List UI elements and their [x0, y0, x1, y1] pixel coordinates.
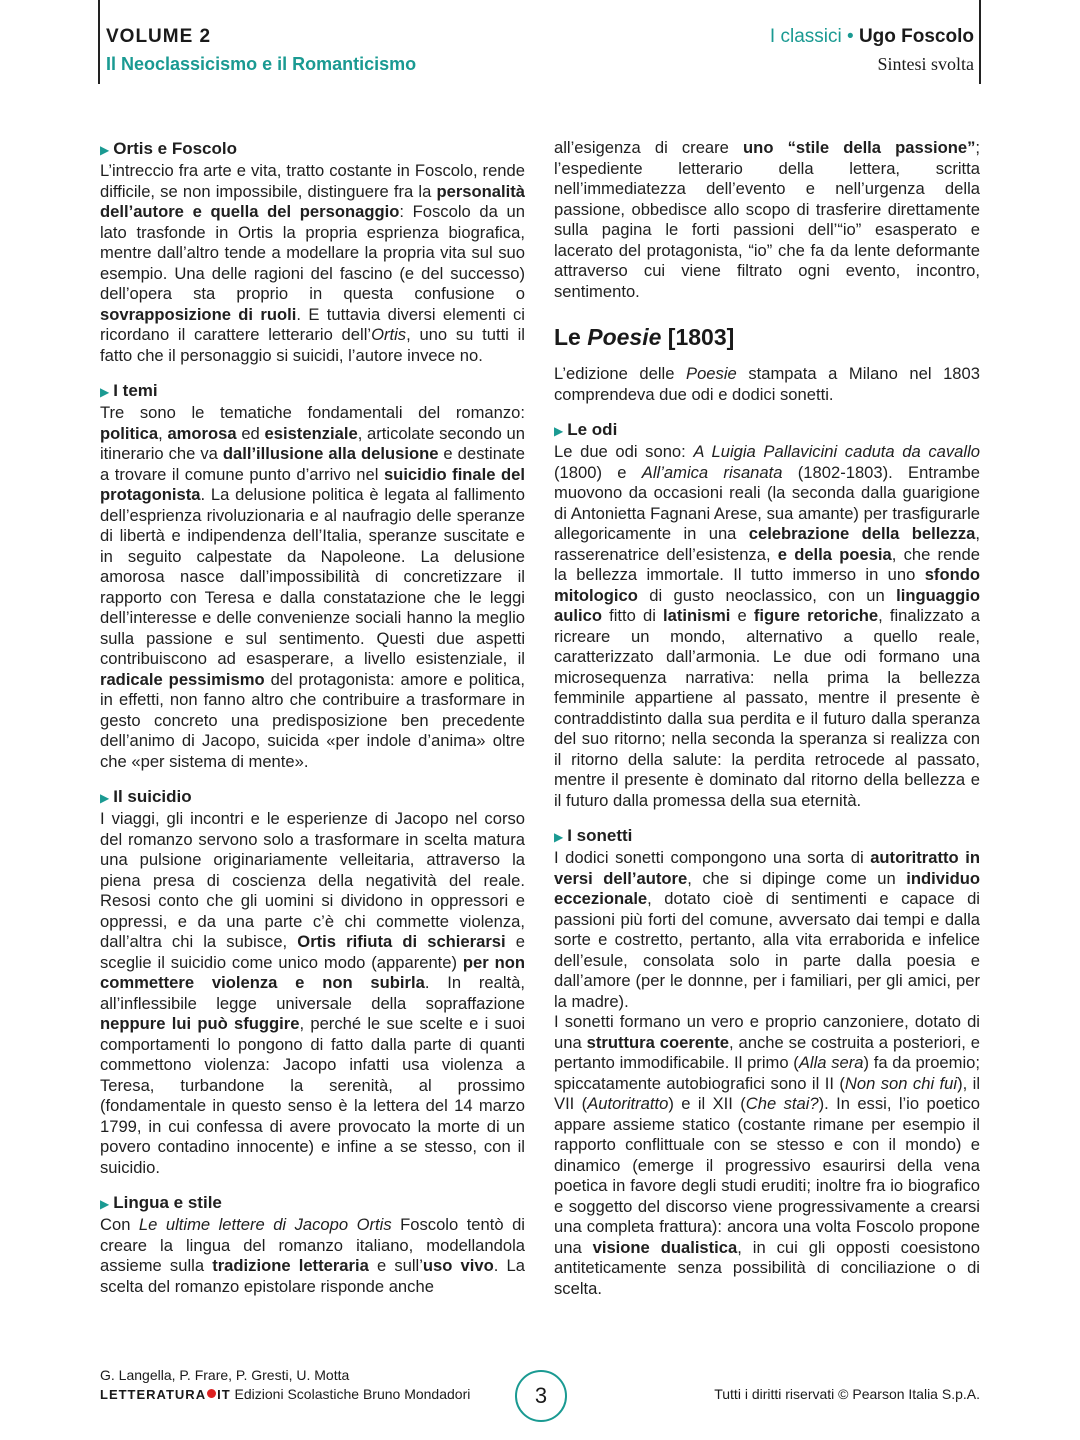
page-number: 3 — [515, 1370, 567, 1422]
section-heading-suicidio: ▶ Il suicidio — [100, 787, 192, 806]
triangle-right-icon: ▶ — [100, 1197, 110, 1211]
section-heading-ortis: ▶ Ortis e Foscolo — [100, 139, 237, 158]
triangle-right-icon: ▶ — [100, 385, 110, 399]
section-heading-odi: ▶ Le odi — [554, 420, 618, 439]
brand-logo: LETTERATURA IT — [100, 1387, 231, 1402]
paragraph-suicidio: I viaggi, gli incontri e le esperienze di Jacopo nel corso del romanzo servono solo a trasformare in scelta matura una pulsione originariamente velleitaria, attraverso la piena presa di coscienza della negatività del reale. Resosi conto che gli uomini si dividono in oppressori e oppressi, e da una parte c’è chi commette violenza, dall’altra chi la subisce, Ortis rifiuta di schierarsi e sceglie il suicidio come unico modo (apparente) per non commettere violenza e non subirla. In realtà, all’inflessibile legge universale della sopraffazione neppure lui può sfuggire, perché le sue scelte e i suoi comportamenti lo pongono di fatto dalla parte di quanti commettono violenza: Jacopo infatti usa violenza a Teresa, turbandone la serenità, al prossimo (fondamentale in questo senso è la lettera del 14 marzo 1799, in cui confessa di avere provocato la morte di un povero contadino innocente) e infine a se stesso, con il suicidio. — [100, 809, 526, 1177]
paragraph-temi: Tre sono le tematiche fondamentali del romanzo: politica, amorosa ed esistenziale, articolate secondo un itinerario che va dall’illusione alla delusione e destinate a trovare il comune punto d’arrivo nel suicidio finale del protagonista. La delusione politica è legata al fallimento dell’esprienza rivoluzionaria e al naufragio delle speranze di libertà e indipendenza dell’Italia, speranze suscitate e in seguito calpestate da Napoleone. La delusione amorosa nasce dall’impossibilità di concretizzare il rapporto con Teresa e dalla constatazione che le leggi dell’interesse e delle convenienze sociali hanno la meglio sulla passione e sul sentimento. Questi due aspetti contribuiscono ad esasperare, a livello esistenziale, il radicale pessimismo del protagonista: amore e politica, in effetti, non fanno altro che contribuire a trasformare in gesto concreto una predisposizione ben precedente dell’animo di Jacopo, suicida «per indole d’anima» oltre che «per sistema di mente». — [100, 403, 525, 771]
section-heading-sonetti: ▶ I sonetti — [554, 826, 633, 845]
volume-subtitle: Il Neoclassicismo e il Romanticismo — [106, 54, 417, 74]
paragraph-sonetti-1: I dodici sonetti compongono una sorta di autoritratto in versi dell’autore, che si dipinge come un individuo eccezionale, dotato cioè di sentimenti e capace di passioni più forti del comune, avversato dai tempi e dalla sorte e costretto, pertanto, alla vita erraborida e infelice dell’esule, consolata solo in parte dalla poesia e dall’amore (per le donnne, per i familiari, per gli amici, per la madre). — [554, 848, 981, 1011]
header-rule-right — [979, 0, 981, 84]
paragraph-sonetti-2: I sonetti formano un vero e proprio canzoniere, dotato di una struttura coerente, anche se costruita a posteriori, e pertanto immodificabile. Il primo (Alla sera) fa da proemio; spiccatamente autobiografici sono il II (Non son chi fui), il VII (Autoritratto) e il XII (Che stai?). In essi, l’io poetico appare assieme statico (costante rimane per esempio il rapporto conflittuale con se stesso e con il mondo) e dinamico (emerge il progressivo esaurirsi della vena poetica in favore degli studi eruditi; inoltre fra io biografico e soggetto del discorso viene progressivamente a crearsi una completa frattura): ancora una volta Foscolo propone una visione dualistica, in cui gli opposti coesistono antiteticamente senza possibilità di conciliazione o di scelta. — [554, 1012, 981, 1298]
right-column — [554, 138, 980, 1299]
footer-authors: G. Langella, P. Frare, P. Gresti, U. Motta — [100, 1367, 350, 1383]
paragraph-lingua: Con Le ultime lettere di Jacopo Ortis Foscolo tentò di creare la lingua del romanzo italiano, modellandola assieme sulla tradizione letteraria e sull’uso vivo. La scelta del romanzo epistolare risponde anche — [100, 1215, 525, 1296]
paragraph-ortis: L’intreccio fra arte e vita, tratto costante in Foscolo, rende difficile, se non impossibile, distinguere fra la personalità dell’autore e quella del personaggio: Foscolo da un lato trasfonde in Ortis la propria esprienza biografica, mentre dall’altro tende a modellare la propria vita sul suo esempio. Una delle ragioni del fascino (e del successo) dell’opera sta proprio in questa confusione o sovrapposizione di ruoli. E tuttavia diversi elementi ci ricordano il carattere letterario dell’Ortis, uno su tutti il fatto che il personaggio si suicidi, l’autore invece no. — [100, 161, 525, 365]
triangle-right-icon: ▶ — [554, 424, 564, 438]
header-left — [106, 25, 416, 76]
series-line — [770, 25, 974, 49]
section-title-poesie: Le Poesie [1803] — [554, 324, 735, 350]
triangle-right-icon: ▶ — [554, 830, 564, 844]
footer-rights: Tutti i diritti riservati © Pearson Italia S.p.A. — [714, 1386, 980, 1402]
summary-label: Sintesi svolta — [877, 54, 974, 74]
footer-left — [100, 1366, 470, 1404]
header-right — [770, 25, 974, 76]
section-heading-lingua: ▶ Lingua e stile — [100, 1193, 222, 1212]
footer-publisher: Edizioni Scolastiche Bruno Mondadori — [234, 1386, 471, 1402]
section-heading-temi: ▶ I temi — [100, 381, 158, 400]
triangle-right-icon: ▶ — [100, 143, 110, 157]
volume-label: VOLUME 2 — [106, 26, 212, 47]
paragraph-stile-continued: all’esigenza di creare uno “stile della passione”; l’espediente letterario della lettera, scritta nell’immediatezza dell’evento e nell’urgenza della passione, obbedisce allo scopo di trasferire direttamente sulla pagina le forti passioni dell’“io” esasperato e lacerato del protagonista, “io” che fa da lente deformante attraverso cui viene filtrato ogni evento, incontro, sentimento. — [554, 138, 980, 301]
author-label: Ugo Foscolo — [858, 26, 974, 47]
triangle-right-icon: ▶ — [100, 791, 110, 805]
brand-dot-icon — [207, 1389, 216, 1398]
paragraph-odi: Le due odi sono: A Luigia Pallavicini caduta da cavallo (1800) e All’amica risanata (1802-1803). Entrambe muovono da occasioni reali (la seconda dalla guarigione di Antonietta Fagnani Arese, sua amante) per trasfigurarle allegoricamente in una celebrazione della bellezza, rasserenatrice dell’esistenza, e della poesia, che rende la bellezza immortale. Il tutto immerso in uno sfondo mitologico di gusto neoclassico, con un linguaggio aulico fitto di latinismi e figure retoriche, finalizzato a ricreare un mondo, alternativo a quello reale, caratterizzato dall’armonia. Le due odi formano una microsequenza narrativa: nella prima la bellezza femminile appartiene al passato, mentre il presente è contraddistinto dalla sua perdita e il futuro dalla speranza del suo ritorno; nella seconda la speranza si realizza con il ritorno della salute: la perdita retrocede al passato, mentre il presente è dominato dal ritorno della bellezza e il futuro dalla promessa della sua eternità. — [554, 442, 981, 810]
header-rule-left — [98, 0, 100, 84]
left-column — [100, 138, 525, 1297]
series-label: I classici — [769, 26, 842, 47]
paragraph-poesie-intro: L’edizione delle Poesie stampata a Milano nel 1803 comprendeva due odi e dodici sonetti. — [554, 364, 980, 404]
series-bullet: • — [847, 26, 854, 47]
footer-publisher-line — [100, 1385, 470, 1404]
